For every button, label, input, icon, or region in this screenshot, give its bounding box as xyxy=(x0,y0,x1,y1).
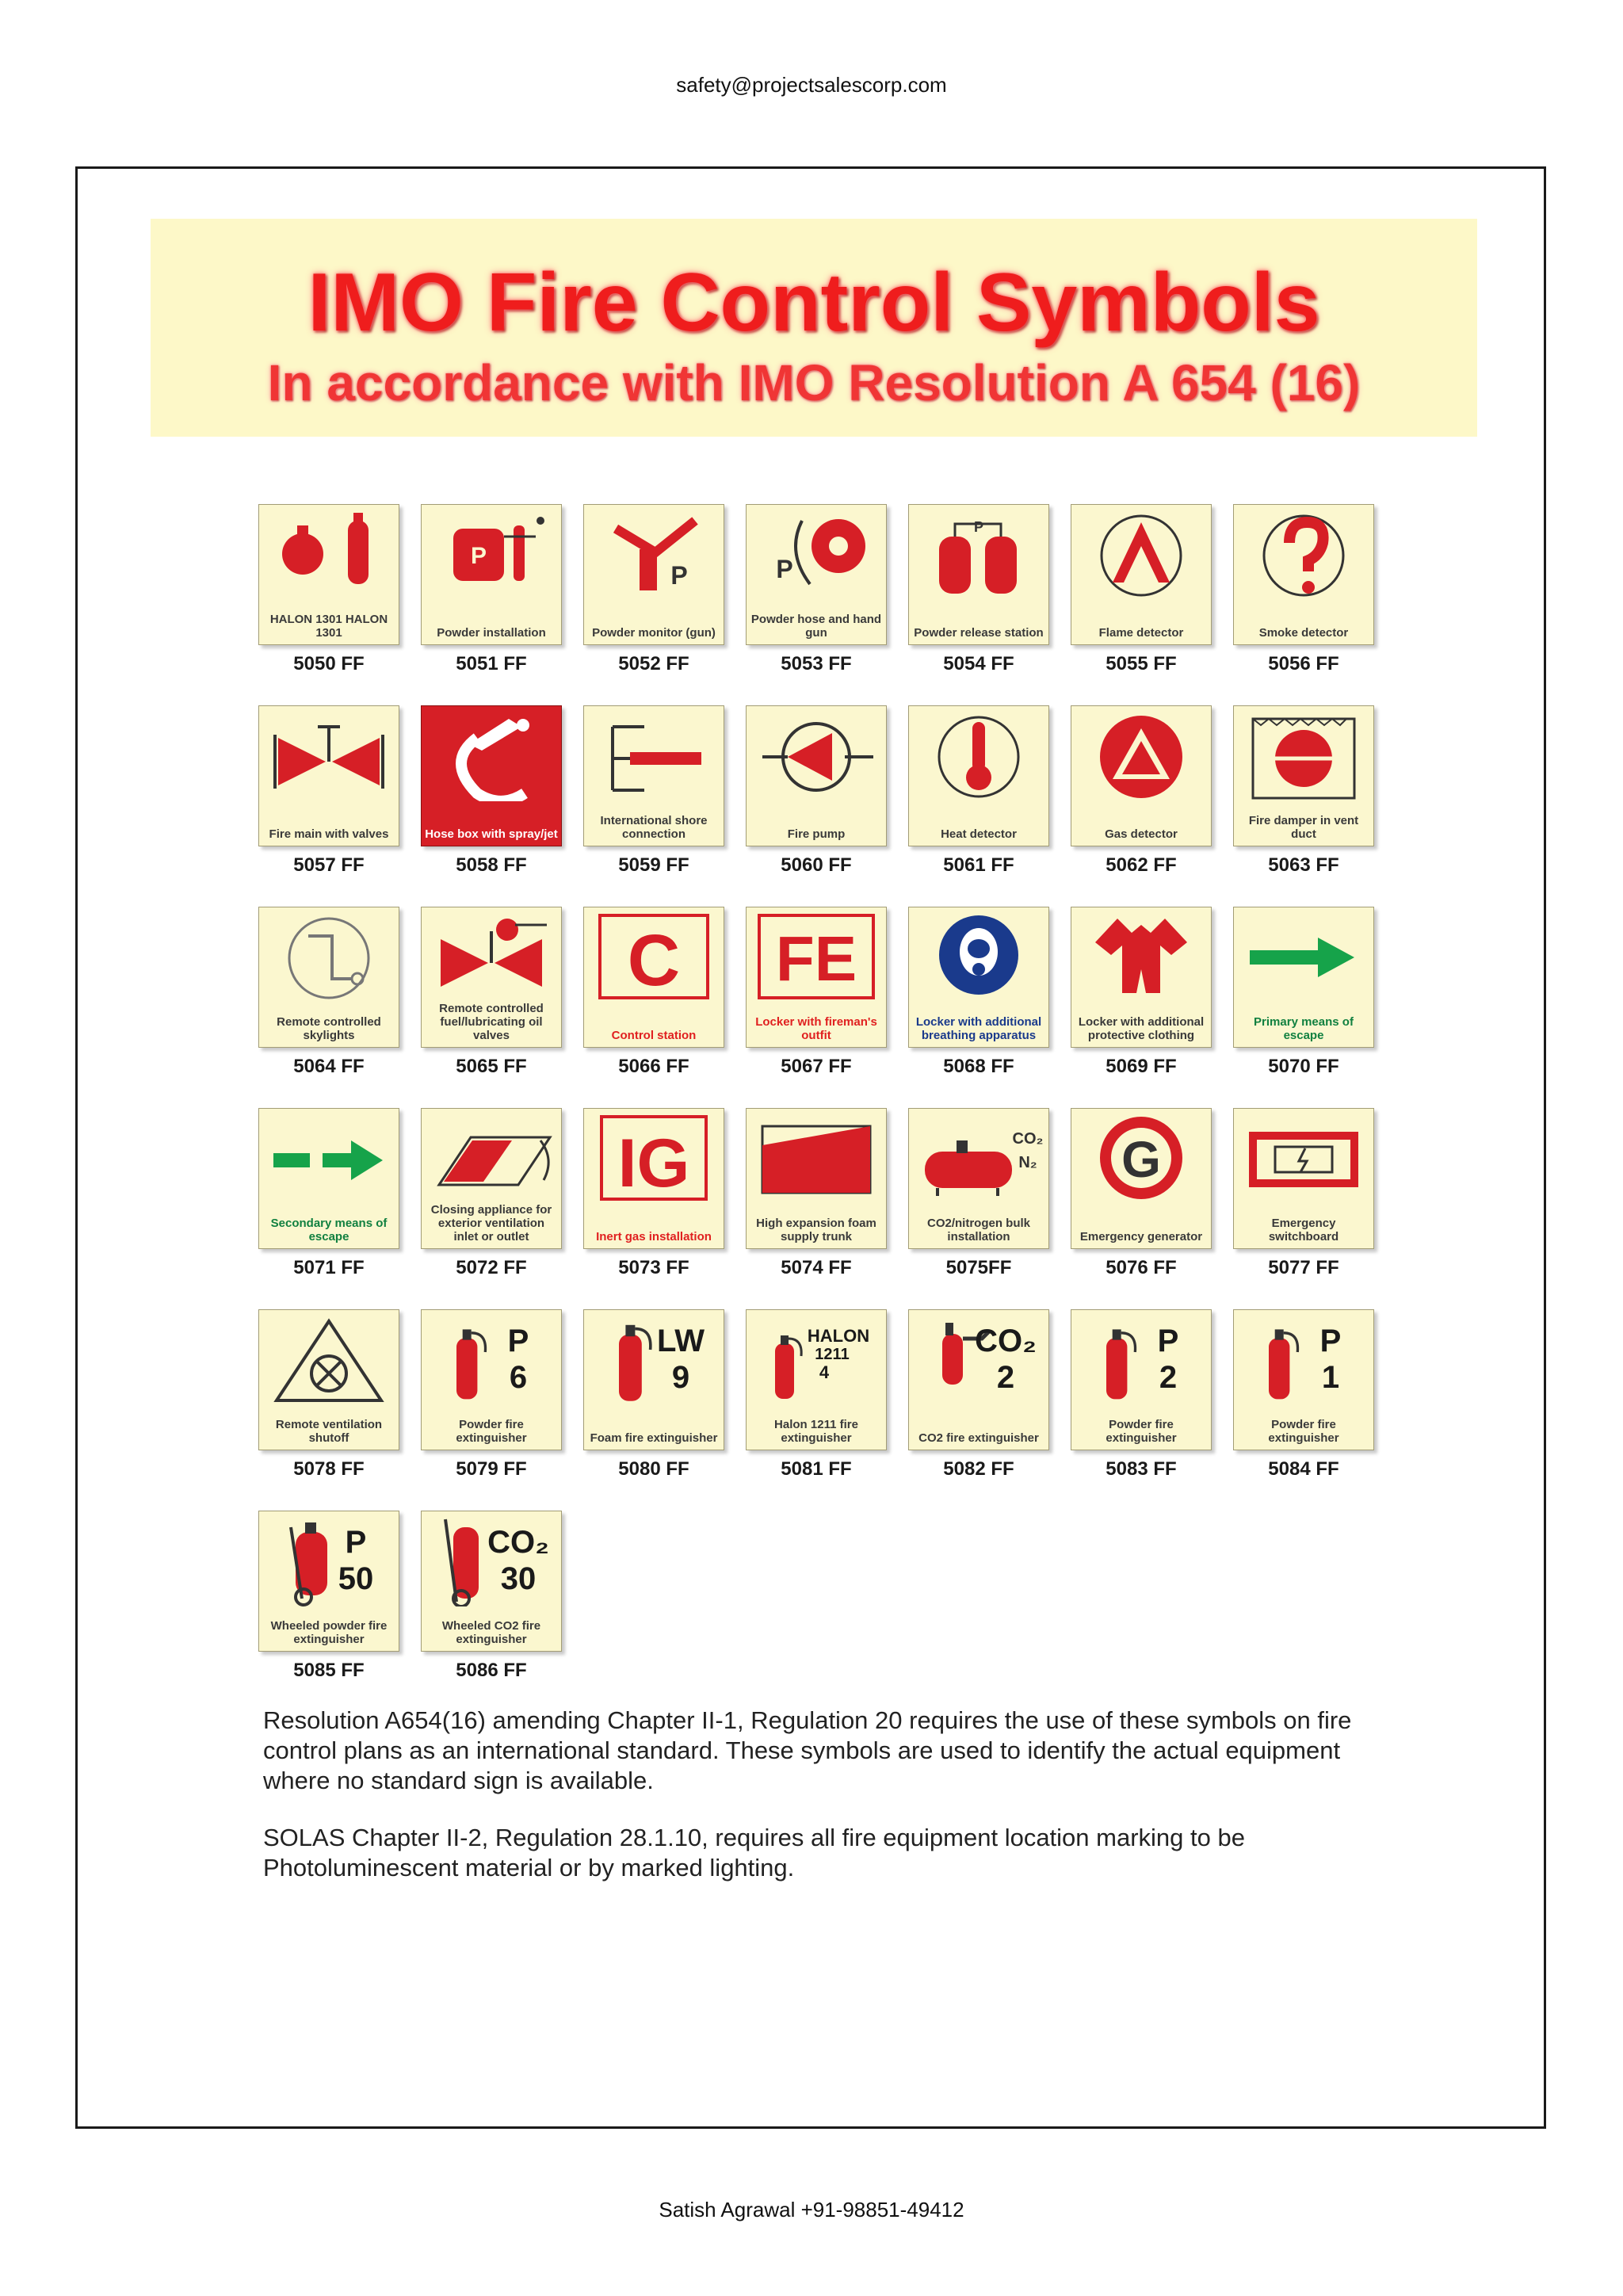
symbol-tile xyxy=(746,504,887,645)
secondary-escape-arrow-icon xyxy=(259,1109,399,1204)
svg-text:9: 9 xyxy=(671,1360,690,1395)
foam-trunk-icon xyxy=(747,1109,886,1204)
symbol-label: Locker with additional protective clothing xyxy=(1078,1015,1205,1042)
flame-detector-icon xyxy=(1071,505,1211,600)
symbol-code: 5058 FF xyxy=(456,854,527,876)
page-subtitle: In accordance with IMO Resolution A 654 (16) xyxy=(267,354,1361,411)
symbol-card xyxy=(421,1309,567,1480)
symbol-label: Smoke detector xyxy=(1258,626,1349,640)
symbol-card xyxy=(583,1108,729,1279)
symbol-tile xyxy=(908,907,1049,1048)
header-email: safety@projectsalescorp.com xyxy=(676,73,947,97)
svg-text:N₂: N₂ xyxy=(1018,1154,1037,1171)
symbol-tile xyxy=(908,705,1049,846)
symbol-label: Fire pump xyxy=(787,827,846,841)
symbol-code: 5054 FF xyxy=(943,653,1014,674)
symbol-label: Powder fire extinguisher xyxy=(1268,1418,1339,1445)
symbol-code: 5056 FF xyxy=(1268,653,1339,674)
inert-gas-icon xyxy=(584,1109,724,1204)
symbol-tile xyxy=(1071,504,1212,645)
symbol-card xyxy=(1071,1309,1216,1480)
symbol-card xyxy=(746,1108,892,1279)
symbol-card xyxy=(258,907,404,1078)
vent-shutoff-icon xyxy=(259,1310,399,1405)
svg-text:P: P xyxy=(1319,1324,1342,1358)
symbol-card xyxy=(908,1108,1054,1279)
symbol-code: 5060 FF xyxy=(781,854,852,876)
symbol-card xyxy=(1071,1108,1216,1279)
symbol-card xyxy=(908,1309,1054,1480)
svg-text:FE: FE xyxy=(775,923,857,994)
symbol-label: Inert gas installation xyxy=(596,1230,712,1244)
symbol-tile xyxy=(1071,1108,1212,1249)
symbol-code: 5057 FF xyxy=(293,854,365,876)
svg-text:P: P xyxy=(470,543,487,569)
title-banner xyxy=(151,219,1477,437)
symbol-code: 5072 FF xyxy=(456,1257,527,1278)
symbol-tile xyxy=(258,705,399,846)
symbol-tile xyxy=(1071,705,1212,846)
symbol-label: Heat detector xyxy=(941,827,1017,841)
symbol-card xyxy=(421,907,567,1078)
symbol-label: Powder hose and hand gun xyxy=(750,613,882,640)
remote-skylight-icon xyxy=(259,907,399,1003)
symbol-label: Control station xyxy=(611,1029,697,1042)
symbol-card xyxy=(258,705,404,877)
symbol-card xyxy=(258,1309,404,1480)
symbol-tile xyxy=(583,504,724,645)
symbol-code: 5074 FF xyxy=(781,1257,852,1278)
symbol-card xyxy=(908,705,1054,877)
svg-text:6: 6 xyxy=(509,1360,528,1395)
symbol-label: Powder fire extinguisher xyxy=(1106,1418,1177,1445)
symbol-label: Remote controlled skylights xyxy=(277,1015,381,1042)
symbol-tile xyxy=(258,1108,399,1249)
symbol-card xyxy=(746,705,892,877)
footer-contact: Satish Agrawal +91-98851-49412 xyxy=(659,2198,964,2222)
symbol-tile xyxy=(258,1511,399,1652)
symbol-tile xyxy=(746,907,887,1048)
symbol-label: Closing appliance for exterior ventilation inlet or outlet xyxy=(430,1203,552,1244)
symbol-tile xyxy=(746,1309,887,1450)
foam-extinguisher-icon xyxy=(584,1310,724,1405)
symbol-tile xyxy=(421,1511,562,1652)
vent-closing-icon xyxy=(422,1109,561,1204)
fire-main-valve-icon xyxy=(259,706,399,801)
symbol-code: 5051 FF xyxy=(456,653,527,674)
symbol-code: 5065 FF xyxy=(456,1056,527,1077)
hose-box-icon xyxy=(422,706,561,801)
symbol-grid xyxy=(258,504,1384,1701)
symbol-code: 5069 FF xyxy=(1106,1056,1177,1077)
symbol-code: 5055 FF xyxy=(1106,653,1177,674)
symbol-card xyxy=(746,907,892,1078)
symbol-card xyxy=(1071,907,1216,1078)
symbol-tile xyxy=(908,1108,1049,1249)
fire-damper-icon xyxy=(1234,706,1373,801)
svg-text:P: P xyxy=(507,1324,529,1358)
symbol-code: 5067 FF xyxy=(781,1056,852,1077)
symbol-tile xyxy=(1233,1309,1374,1450)
shore-connection-icon xyxy=(584,706,724,801)
svg-text:P: P xyxy=(670,561,688,590)
svg-text:CO₂: CO₂ xyxy=(1012,1130,1044,1148)
symbol-label: Primary means of escape xyxy=(1254,1015,1354,1042)
wheeled-co2-extinguisher-icon xyxy=(422,1511,561,1606)
symbol-label: Wheeled CO2 fire extinguisher xyxy=(441,1619,541,1646)
symbol-code: 5070 FF xyxy=(1268,1056,1339,1077)
fireman-outfit-icon xyxy=(747,907,886,1003)
symbol-code: 5059 FF xyxy=(618,854,689,876)
svg-text:P: P xyxy=(345,1525,367,1560)
symbol-card xyxy=(1233,1108,1379,1279)
symbol-tile xyxy=(421,1108,562,1249)
symbol-tile xyxy=(421,504,562,645)
symbol-label: International shore connection xyxy=(600,814,708,841)
symbol-code: 5052 FF xyxy=(618,653,689,674)
svg-text:LW: LW xyxy=(657,1324,705,1358)
powder-monitor-icon xyxy=(584,505,724,600)
symbol-card xyxy=(421,1511,567,1682)
gas-detector-icon xyxy=(1071,706,1211,801)
symbol-card xyxy=(421,705,567,877)
co2-extinguisher-icon xyxy=(909,1310,1048,1405)
symbol-label: Powder installation xyxy=(437,626,546,640)
symbol-card xyxy=(908,907,1054,1078)
symbol-code: 5066 FF xyxy=(618,1056,689,1077)
symbol-tile xyxy=(421,907,562,1048)
symbol-label: Locker with additional breathing apparatus xyxy=(915,1015,1042,1042)
symbol-tile xyxy=(1071,1309,1212,1450)
symbol-label: Emergency generator xyxy=(1079,1230,1203,1244)
svg-text:CO₂: CO₂ xyxy=(487,1525,549,1560)
symbol-tile xyxy=(258,1309,399,1450)
wheeled-powder-extinguisher-icon xyxy=(259,1511,399,1606)
symbol-code: 5085 FF xyxy=(293,1660,365,1681)
symbol-label: Gas detector xyxy=(1105,827,1178,841)
symbol-tile xyxy=(1233,907,1374,1048)
symbol-label: CO2 fire extinguisher xyxy=(918,1431,1039,1445)
resolution-paragraph: Resolution A654(16) amending Chapter II-1, Regulation 20 requires the use of these symbols on fire control plans as an international standard. These symbols are used to identify the actual equipment where no standard sign is available. xyxy=(263,1706,1352,1794)
protective-clothing-icon xyxy=(1071,907,1211,1003)
powder-hose-icon xyxy=(747,505,886,600)
svg-text:P: P xyxy=(973,519,984,535)
emergency-generator-icon xyxy=(1071,1109,1211,1204)
symbol-card xyxy=(258,1108,404,1279)
control-station-icon xyxy=(584,907,724,1003)
symbol-tile xyxy=(583,907,724,1048)
symbol-label: Powder fire extinguisher xyxy=(456,1418,527,1445)
symbol-card xyxy=(421,1108,567,1279)
breathing-apparatus-icon xyxy=(909,907,1048,1003)
emergency-switchboard-icon xyxy=(1234,1109,1373,1204)
symbol-label: Flame detector xyxy=(1098,626,1184,640)
svg-text:1: 1 xyxy=(1321,1360,1340,1395)
symbol-tile xyxy=(583,705,724,846)
symbol-code: 5053 FF xyxy=(781,653,852,674)
svg-text:P: P xyxy=(1157,1324,1179,1358)
svg-text:P: P xyxy=(776,555,793,583)
svg-text:IG: IG xyxy=(617,1125,690,1201)
symbol-code: 5061 FF xyxy=(943,854,1014,876)
powder-installation-icon xyxy=(422,505,561,600)
symbol-label: Emergency switchboard xyxy=(1268,1217,1339,1244)
symbol-card xyxy=(1233,705,1379,877)
symbol-label: Powder release station xyxy=(914,626,1044,640)
svg-text:2: 2 xyxy=(996,1360,1015,1395)
symbol-tile xyxy=(908,504,1049,645)
symbol-code: 5078 FF xyxy=(293,1458,365,1480)
halon-extinguisher-icon xyxy=(747,1310,886,1405)
powder-extinguisher-icon xyxy=(422,1310,561,1405)
symbol-card xyxy=(583,705,729,877)
remote-oil-valve-icon xyxy=(422,907,561,1003)
solas-paragraph: SOLAS Chapter II-2, Regulation 28.1.10, requires all fire equipment location marking to be Photoluminescent material or by marked lighting. xyxy=(263,1824,1245,1881)
smoke-detector-icon xyxy=(1234,505,1373,600)
symbol-tile xyxy=(746,1108,887,1249)
symbol-tile xyxy=(908,1309,1049,1450)
primary-escape-arrow-icon xyxy=(1234,907,1373,1003)
symbol-label: HALON 1301 HALON 1301 xyxy=(269,613,388,640)
symbol-label: Secondary means of escape xyxy=(270,1217,388,1244)
powder-extinguisher-icon xyxy=(1234,1310,1373,1405)
symbol-label: Wheeled powder fire extinguisher xyxy=(270,1619,388,1646)
heat-detector-icon xyxy=(909,706,1048,801)
symbol-card xyxy=(746,504,892,675)
symbol-card xyxy=(421,504,567,675)
symbol-card xyxy=(1233,504,1379,675)
co2-bulk-tank-icon xyxy=(909,1109,1048,1204)
svg-text:G: G xyxy=(1121,1131,1161,1188)
symbol-code: 5082 FF xyxy=(943,1458,1014,1480)
symbol-code: 5050 FF xyxy=(293,653,365,674)
powder-extinguisher-icon xyxy=(1071,1310,1211,1405)
svg-text:HALON: HALON xyxy=(807,1326,870,1346)
symbol-code: 5084 FF xyxy=(1268,1458,1339,1480)
symbol-label: High expansion foam supply trunk xyxy=(756,1217,876,1244)
symbol-label: Halon 1211 fire extinguisher xyxy=(774,1418,858,1445)
symbol-code: 5081 FF xyxy=(781,1458,852,1480)
svg-text:2: 2 xyxy=(1159,1360,1178,1395)
symbol-label: Hose box with spray/jet xyxy=(425,827,558,841)
symbol-card xyxy=(258,1511,404,1682)
symbol-label: Remote controlled fuel/lubricating oil valves xyxy=(439,1002,544,1042)
symbol-code: 5077 FF xyxy=(1268,1257,1339,1278)
powder-release-icon xyxy=(909,505,1048,600)
symbol-tile xyxy=(583,1108,724,1249)
halon-cylinders-icon xyxy=(259,505,399,600)
symbol-card xyxy=(583,907,729,1078)
symbol-card xyxy=(583,1309,729,1480)
symbol-tile xyxy=(421,705,562,846)
symbol-code: 5075FF xyxy=(945,1257,1012,1278)
symbol-code: 5079 FF xyxy=(456,1458,527,1480)
symbol-tile xyxy=(1233,705,1374,846)
symbol-code: 5063 FF xyxy=(1268,854,1339,876)
symbol-tile xyxy=(1071,907,1212,1048)
symbol-card xyxy=(1233,1309,1379,1480)
symbol-card xyxy=(1071,504,1216,675)
svg-text:4: 4 xyxy=(819,1362,830,1382)
symbol-code: 5080 FF xyxy=(618,1458,689,1480)
symbol-code: 5073 FF xyxy=(618,1257,689,1278)
symbol-tile xyxy=(258,504,399,645)
symbol-label: CO2/nitrogen bulk installation xyxy=(926,1217,1030,1244)
fire-pump-icon xyxy=(747,706,886,801)
symbol-tile xyxy=(1233,1108,1374,1249)
symbol-card xyxy=(583,504,729,675)
svg-text:50: 50 xyxy=(338,1561,374,1596)
symbol-code: 5083 FF xyxy=(1106,1458,1177,1480)
symbol-code: 5071 FF xyxy=(293,1257,365,1278)
page-title: IMO Fire Control Symbols xyxy=(307,257,1320,349)
symbol-tile xyxy=(583,1309,724,1450)
svg-text:1211: 1211 xyxy=(815,1346,850,1363)
svg-text:30: 30 xyxy=(500,1561,537,1596)
svg-text:C: C xyxy=(627,920,681,1001)
symbol-card xyxy=(1233,907,1379,1078)
symbol-card xyxy=(258,504,404,675)
symbol-label: Fire damper in vent duct xyxy=(1248,814,1359,841)
symbol-label: Foam fire extinguisher xyxy=(590,1431,718,1445)
symbol-card xyxy=(1071,705,1216,877)
symbol-code: 5064 FF xyxy=(293,1056,365,1077)
symbol-code: 5068 FF xyxy=(943,1056,1014,1077)
svg-text:CO₂: CO₂ xyxy=(975,1324,1037,1358)
symbol-code: 5076 FF xyxy=(1106,1257,1177,1278)
symbol-tile xyxy=(1233,504,1374,645)
symbol-label: Remote ventilation shutoff xyxy=(275,1418,383,1445)
symbol-label: Powder monitor (gun) xyxy=(592,626,716,640)
symbol-label: Fire main with valves xyxy=(269,827,389,841)
symbol-code: 5086 FF xyxy=(456,1660,527,1681)
symbol-card xyxy=(908,504,1054,675)
symbol-card xyxy=(746,1309,892,1480)
symbol-tile xyxy=(258,907,399,1048)
symbol-label: Locker with fireman's outfit xyxy=(755,1015,877,1042)
symbol-tile xyxy=(746,705,887,846)
symbol-code: 5062 FF xyxy=(1106,854,1177,876)
symbol-tile xyxy=(421,1309,562,1450)
